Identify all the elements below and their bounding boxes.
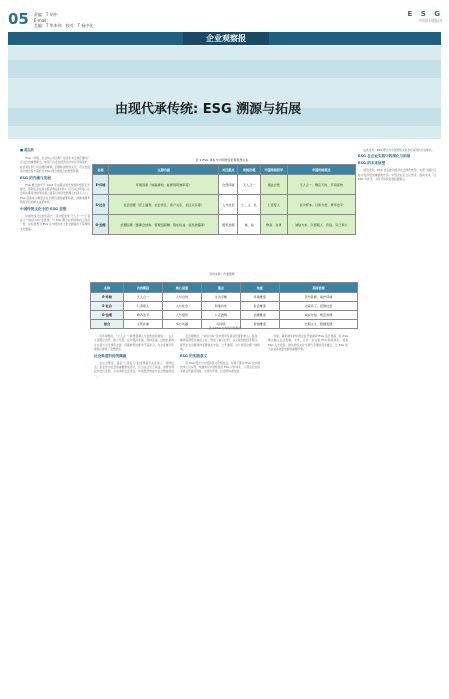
col5-lead: 由此可见，ESG 理念与中国传统文化存在深刻的内在联系。: [363, 148, 435, 152]
table2-header-cell: 角度: [240, 283, 279, 293]
table-cell: 长期主义、稳健发展: [279, 320, 357, 329]
table-cell: 节约资源、保护环境: [279, 293, 357, 302]
table-cell: 组织治理: [219, 215, 238, 235]
table-cell: 社会维度: [240, 302, 279, 311]
table1-header-cell: 关注重点: [219, 165, 238, 175]
table-cell: 诚、信: [238, 215, 261, 235]
table2-note: 表 2 ESG 与传统价值理念: [208, 326, 242, 330]
table-cell-axis: S-社会: [91, 302, 124, 311]
col2-subheading-1: 社会维度的传统渊源: [94, 353, 127, 358]
table-cell-axis: G-治理: [91, 311, 124, 320]
col1-body-2: 中国传统文化源远流长，其中蕴含的“天人合一”“仁者爱人”“诚信为本”等思想，与 ESG 理念在价值取向上高度一致。这些思想为 ESG 在中国的本土化发展提供了深厚的文化根基。: [20, 213, 90, 231]
table-cell: 社会因素（员工福利、社会责任、客户关系、社区关系等）: [109, 195, 219, 215]
table2-header-cell: 重点: [201, 283, 240, 293]
table-cell: 治理维度: [240, 311, 279, 320]
table-cell: 可持续: [201, 320, 240, 329]
meta-line-3: 美编：T 毕本伟 校对：T 杨中化: [33, 23, 94, 28]
table-cell-axis: G-治理: [93, 215, 109, 235]
table-row: [93, 195, 356, 215]
table-cell-axis: 综合: [91, 320, 124, 329]
byline: [20, 148, 96, 152]
table-cell: 天人合一: [238, 175, 261, 195]
table1-header-cell: 中国传统观念: [287, 165, 355, 175]
table-cell: 义利并重: [123, 320, 162, 329]
table1-header-cell: 传统伦理: [238, 165, 261, 175]
table-cell: 修身、自律: [261, 215, 288, 235]
table-cell: 民为邦本、以和为贵、修齐治平: [287, 195, 355, 215]
table1-header-cell: 主要内涵: [109, 165, 219, 175]
table2-header-cell: 具体表现: [279, 283, 357, 293]
table-cell-axis: E-环境: [91, 293, 124, 302]
table-cell: 修齐治平: [123, 311, 162, 320]
banner-band-top: [8, 60, 441, 78]
right-tag: 中国环境报社: [419, 18, 443, 23]
table-cell: 价值维度: [240, 320, 279, 329]
table1-caption: 表 1 ESG 体系与中国传统伦理思想关系: [195, 158, 249, 162]
table-cell-axis: E-环境: [93, 175, 109, 195]
column-2: [94, 334, 174, 694]
col3-subheading-1: ESG 的实践意义: [180, 353, 208, 358]
table1-header-row: [93, 165, 356, 175]
table-cell: 人与社会: [162, 302, 201, 311]
page-number: 05: [8, 10, 29, 28]
table-cell: 自然环境: [219, 175, 238, 195]
table-cell: 天人合一、顺应天时、节用爱物: [287, 175, 355, 195]
table-row: [91, 302, 358, 311]
table-cell: 诚信为本、以德服人、忠信、克己奉公: [287, 215, 355, 235]
col1-subheading-1: ESG 的内涵与发展: [20, 175, 51, 180]
table-row: [91, 311, 358, 320]
column-4: [268, 334, 348, 694]
table-esg-ethics: [92, 164, 356, 235]
col1-subheading-2: 中国传统文化中的 ESG 思想: [20, 206, 67, 211]
table-cell: 道法自然: [261, 175, 288, 195]
table-cell: 人与自然: [162, 293, 201, 302]
esg-label: E S G: [407, 10, 443, 18]
col1-body-1: ESG 概念最早于 2004 年由联合国全球契约组织正式提出，强调企业在追求经济效益的同时，应当关注环境、社会和治理等非财务因素。随着可持续发展理念的深入人心，ESG 逐渐成为衡量企业长期价值的重要标准，被越来越多的投资机构纳入决策体系。: [20, 182, 90, 205]
table2-header-cell: 内容概括: [123, 283, 162, 293]
header-left: [8, 12, 93, 29]
table1-header-cell: 名称: [93, 165, 109, 175]
table-cell: 和谐共处: [201, 302, 240, 311]
col5-body-2: 展望未来，ESG 将在推动经济社会绿色转型、实现“双碳”目标中发挥更加重要的作用。中国企业应立足传统、面向未来，以 ESG 为抓手，书写可持续发展的新篇章。: [358, 168, 436, 182]
section-title: 企业观察报: [183, 32, 269, 45]
table-esg-values: [90, 282, 358, 329]
column-5: [358, 148, 436, 694]
column-1: [20, 156, 90, 696]
meta-line-1: 责编：T 胡中: [33, 12, 58, 17]
header-right: [408, 10, 443, 24]
table-row: [93, 175, 356, 195]
table-cell: 人与社会: [219, 195, 238, 215]
table-cell: 仁者爱人: [123, 302, 162, 311]
table-cell: 诚实守信、规范治理: [279, 311, 357, 320]
column-3: [180, 334, 260, 694]
table-cell: 天人合一: [123, 293, 162, 302]
byline-text: ■ 胡志浩: [20, 148, 34, 152]
editor-meta: [34, 12, 93, 29]
table-cell: 治理因素（董事会结构、管理层薪酬、股东权益、信息披露等）: [109, 215, 219, 235]
col1-lead: ESG（环境、社会和公司治理）是近年来全球范围内广泛关注的重要理念，体现了企业在经营活动中对环境保护、社会责任和公司治理的重视。回溯中国传统文化，可以发现其中蕴含着丰富的与 ESG 理念相契合的思想资源。: [20, 156, 90, 174]
col3-body-1: 在治理维度，“诚信为本”是中国传统商业伦理的核心。晋商、徽商等商帮以诚信立业，形成了重义轻利、以义取利的经营理念。现代企业治理同样需要诚实守信、公开透明，这与传统伦理一脉相承。: [180, 334, 260, 352]
table-cell: 关爱员工、回馈社会: [279, 302, 357, 311]
table-cell: 环境因素（如碳排放、能源利用效率等）: [109, 175, 219, 195]
table-cell-axis: S-社会: [93, 195, 109, 215]
table-cell: 公正透明: [201, 311, 240, 320]
col2-body-1: 在环境维度，“天人合一”思想强调人与自然的和谐统一。古人主张顺应自然、取之有度，反对竭泽而渔、焚林而猎。这种朴素的生态观与当今绿色发展、低碳转型的要求不谋而合，为企业履行环境责任提供了思想源泉。: [94, 334, 174, 352]
col5-subheading-1: ESG 在企业实践中的深化与拓展: [358, 154, 411, 159]
table2-header-cell: 名称: [91, 283, 124, 293]
table-row: [93, 215, 356, 235]
table-cell: 仁者爱人: [261, 195, 288, 215]
table-row: [91, 293, 358, 302]
table1-header-cell: 中国传统哲学: [261, 165, 288, 175]
title-banner: [8, 46, 441, 139]
col3-body-2: 将 ESG 理念与中国传统文化相结合，有助于推动 ESG 在中国的本土化实践，构建具有中国特色的 ESG 评价体系，引导企业在追求商业价值的同时，实现与环境、社会的协调发展。: [180, 360, 260, 374]
table-cell: 生态平衡: [201, 293, 240, 302]
table2-header-row: [91, 283, 358, 293]
table1-note: 资料来源：作者整理: [209, 272, 235, 276]
col4-body-1: 当前，越来越多的中国企业开始重视 ESG 信息披露，将 ESG 理念融入企业战略。未来，应进一步完善 ESG 制度体系，加强 ESG 人才培养，推动传统文化与现代治理的深度融合，让 ESG 成为企业高质量发展的重要引擎。: [268, 334, 348, 352]
table-cell: 环境维度: [240, 293, 279, 302]
table-cell: 多方共赢: [162, 320, 201, 329]
table-cell: 人与组织: [162, 311, 201, 320]
table-cell: 仁、义、礼: [238, 195, 261, 215]
meta-line-2: E-mail：: [33, 17, 51, 23]
table2-header-cell: 核心层面: [162, 283, 201, 293]
col2-body-2: 在社会维度，儒家“仁者爱人”的思想倡导关爱他人、回馈社会。企业作为社会的重要组成部分，应当关注员工权益、消费者利益和社区发展，主动承担社会责任，实现经济效益与社会效益的统一。: [94, 360, 174, 378]
col5-subheading-2: ESG 的未来展望: [358, 161, 386, 166]
article-title: 由现代承传统: ESG 溯源与拓展: [115, 102, 302, 117]
